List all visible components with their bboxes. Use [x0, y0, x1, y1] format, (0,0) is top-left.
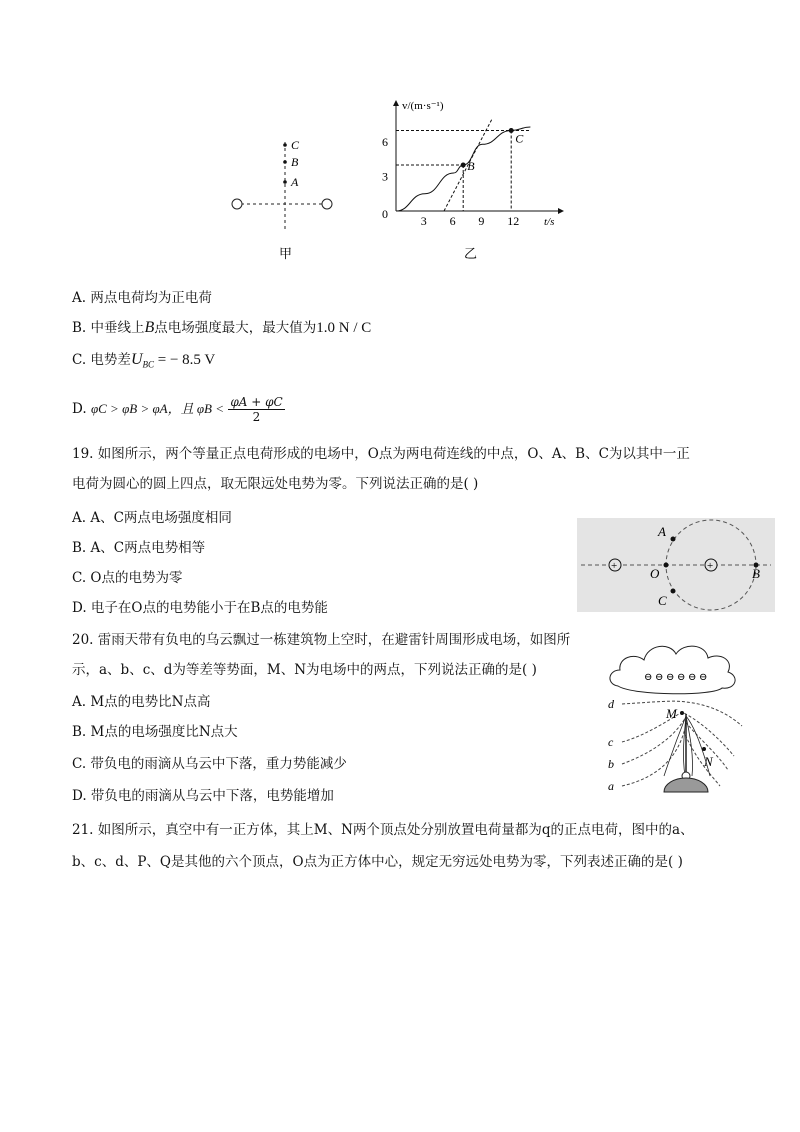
x-tick-label: 9: [478, 214, 485, 228]
q18-d-prefix: D.: [72, 401, 91, 417]
y-tick-label: 6: [382, 135, 388, 149]
point-c-label: C: [515, 131, 524, 146]
q20-stem-line1: 20. 雷雨天带有负电的乌云飘过一栋建筑物上空时，在避雷针周围形成电场，如图所: [72, 632, 571, 648]
q18-d-numerator: φA + φC: [230, 395, 283, 409]
q19-option-d: D. 电子在O点的电势能小于在B点的电势能: [72, 600, 328, 616]
x-tick-label: 6: [449, 214, 456, 228]
right-charge: [322, 199, 332, 209]
point-a-dot: [671, 537, 676, 542]
q19-option-b: B. A、C两点电势相等: [72, 540, 206, 556]
x-axis-label: t/s: [544, 216, 555, 228]
q18-option-d: [72, 394, 285, 424]
x-tick-label: 12: [507, 214, 520, 228]
negative-charge-icon: ⊖: [677, 672, 686, 683]
q19-option-c: C. O点的电势为零: [72, 570, 183, 586]
q19-stem-line2: 电荷为圆心的圆上四点，取无限远处电势为零。下列说法正确的是( ): [72, 476, 479, 492]
building-dome: [664, 778, 708, 792]
q21-stem-line1: 21. 如图所示，真空中有一正方体，其上M、N两个顶点处分别放置电荷量都为q的正点电荷，图中的a、: [72, 822, 694, 838]
q20-stem-line2: 示，a、b、c、d为等差等势面，M、N为电场中的两点，下列说法正确的是( ): [72, 662, 537, 678]
q18-b-val: 1.0 N / C: [316, 320, 372, 336]
negative-charge-icon: ⊖: [655, 672, 664, 683]
q20-figure: [604, 636, 750, 796]
y-axis-label: v/(m·s⁻¹): [402, 100, 444, 112]
point-n-dot: [702, 747, 706, 751]
point-b-label: B: [467, 159, 475, 173]
q19-stem-line1: 19. 如图所示，两个等量正点电荷形成的电场中，O点为两电荷连线的中点，O、A、B、C为以其中一正: [72, 446, 690, 462]
label-o: O: [650, 566, 660, 581]
label-c: C: [291, 138, 300, 152]
point-o-dot: [664, 563, 669, 568]
label-a: A: [291, 175, 299, 189]
negative-charge-icon: ⊖: [644, 672, 653, 683]
label-b: B: [291, 155, 299, 169]
label-c: C: [658, 593, 667, 608]
point-c: [283, 143, 287, 147]
q18-d-denominator: 2: [252, 410, 261, 424]
point-b-marker: [461, 163, 466, 168]
q18-b-var: B: [144, 319, 155, 336]
negative-charge-icon: ⊖: [666, 672, 675, 683]
left-charge: [232, 199, 242, 209]
x-tick-label: 3: [420, 214, 427, 228]
q18-b-mid: 点电场强度最大，最大值为: [154, 320, 317, 336]
q18-d-fraction: [228, 395, 284, 424]
point-c-marker: [509, 128, 514, 133]
q20-option-b: B. M点的电场强度比N点大: [72, 724, 238, 740]
label-c: c: [608, 735, 614, 749]
q18-option-a: A. 两点电荷均为正电荷: [72, 290, 212, 306]
label-b: b: [608, 757, 614, 771]
left-plus-sign: +: [611, 560, 618, 572]
q20-option-a: A. M点的电势比N点高: [72, 694, 211, 710]
point-m-dot: [680, 711, 684, 715]
y-tick-label: 3: [382, 169, 388, 184]
q18-c-var: U: [130, 351, 143, 368]
q18-option-b: [72, 318, 371, 338]
q18-option-c: [72, 350, 215, 375]
point-c-dot: [671, 589, 676, 594]
q18-c-sub: BC: [142, 359, 155, 370]
q18-c-val: = − 8.5 V: [154, 352, 216, 368]
origin-label: 0: [382, 207, 388, 221]
q21-stem-line2: b、c、d、P、Q是其他的六个顶点，O点为正方体中心，规定无穷远处电势为零，下列表述正确的是( ): [72, 854, 683, 870]
label-b: B: [752, 566, 760, 581]
figure-yi: [368, 96, 578, 266]
point-b: [283, 160, 287, 164]
figure-jia: [225, 130, 345, 265]
negative-charge-icon: ⊖: [699, 672, 708, 683]
q18-d-expr: φC > φB > φA，且 φB <: [90, 401, 225, 416]
label-a: a: [608, 779, 614, 793]
velocity-curve: [396, 127, 530, 211]
q19-option-a: A. A、C两点电场强度相同: [72, 510, 232, 526]
q19-figure: [577, 518, 775, 612]
label-d: d: [608, 697, 614, 711]
q18-b-prefix: B. 中垂线上: [72, 320, 145, 336]
q20-option-d: D. 带负电的雨滴从乌云中下落，电势能增加: [72, 788, 334, 804]
right-plus-sign: +: [707, 560, 714, 572]
cloud-shape: [610, 646, 735, 694]
caption-jia: 甲: [279, 246, 293, 261]
q20-option-c: C. 带负电的雨滴从乌云中下落，重力势能减少: [72, 756, 347, 772]
point-a: [283, 180, 287, 184]
label-m: M: [666, 706, 677, 721]
q18-c-prefix: C. 电势差: [72, 352, 131, 368]
caption-yi: 乙: [464, 246, 478, 261]
negative-charge-icon: ⊖: [688, 672, 697, 683]
label-a: A: [658, 524, 666, 539]
label-n: N: [704, 754, 713, 769]
